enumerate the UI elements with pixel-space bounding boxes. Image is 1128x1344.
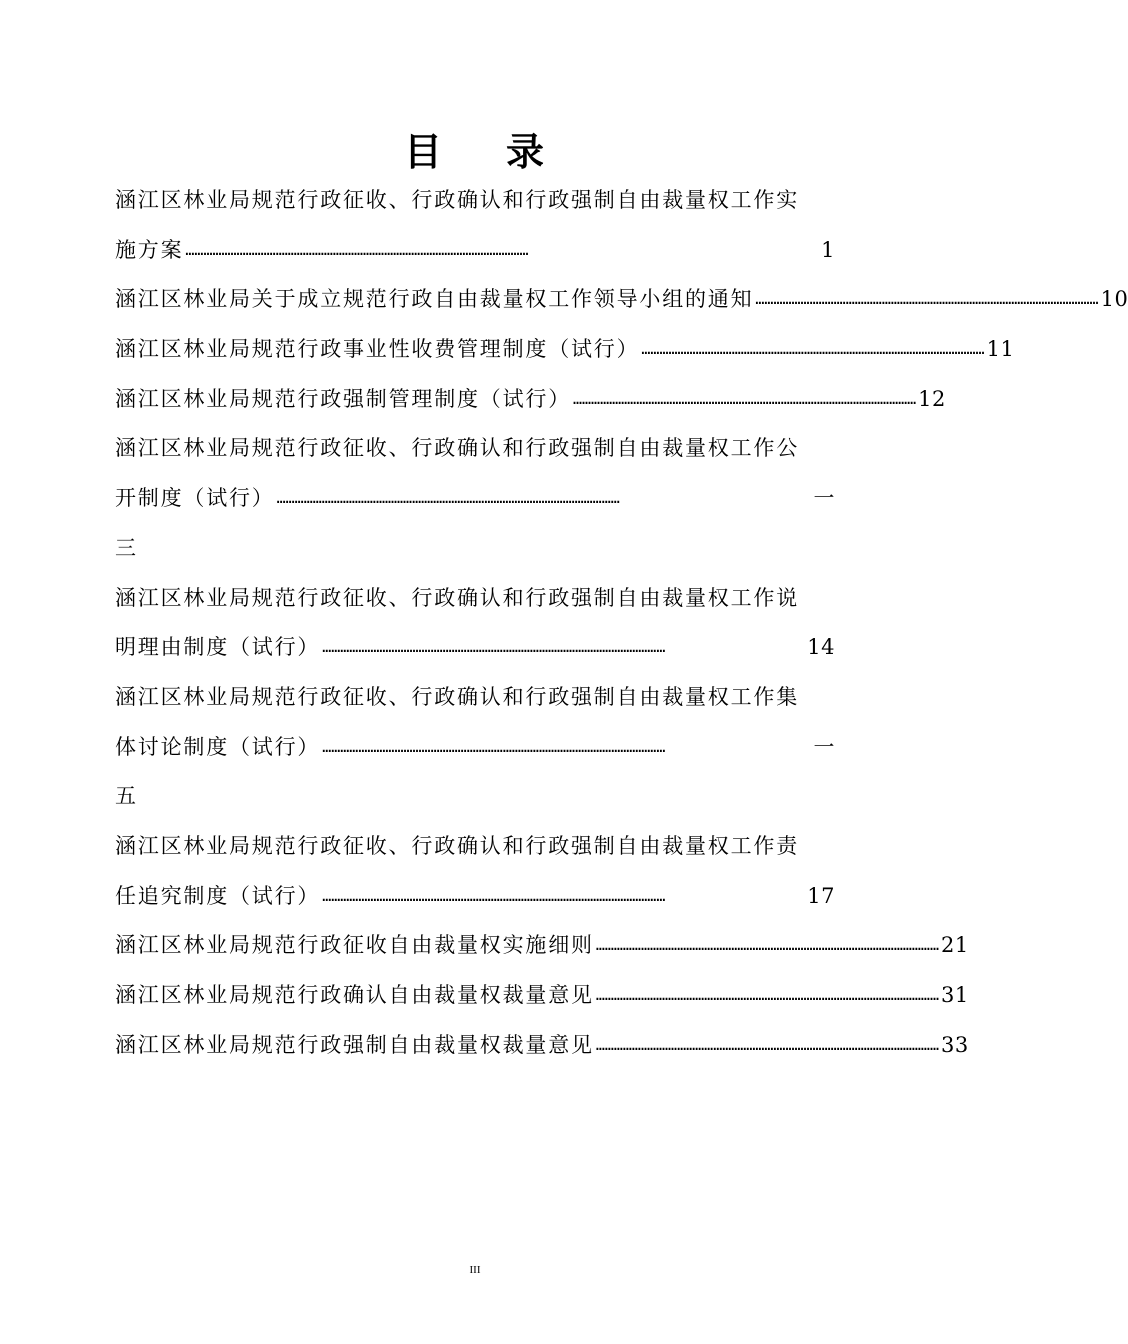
toc-entry-text: 明理由制度（试行）	[115, 635, 321, 660]
toc-entry-text: 涵江区林业局规范行政征收、行政确认和行政强制自由裁量权工作实	[115, 188, 799, 212]
toc-entry-last-line	[115, 474, 835, 524]
toc-title-part2: 录	[506, 129, 547, 174]
toc-page-number: 33	[940, 1032, 969, 1057]
toc-entry-text: 体讨论制度（试行）	[115, 734, 321, 759]
toc-leader-dots: ……………………………………………………………………………………………………	[641, 340, 985, 359]
toc-entry-text: 涵江区林业局规范行政征收、行政确认和行政强制自由裁量权工作集	[115, 684, 799, 709]
toc-entry	[115, 325, 1015, 375]
toc-leader-dots: ……………………………………………………………………………………………………	[322, 737, 666, 756]
toc-page-number-overflow-line	[115, 524, 835, 574]
toc-leader-dots: ……………………………………………………………………………………………………	[595, 936, 939, 955]
toc-page-number-overflow: 三	[115, 535, 138, 560]
toc-page-number: 一	[813, 486, 835, 511]
toc-page-number-overflow-line	[115, 772, 835, 822]
toc-page-number: 21	[940, 933, 969, 958]
toc-entry-text-line	[115, 424, 835, 474]
toc-page-number: 17	[807, 883, 835, 908]
toc-entry-last-line	[115, 723, 835, 773]
toc-entry	[115, 574, 835, 673]
toc-entry	[115, 1021, 969, 1071]
toc-entry-last-line	[115, 872, 835, 922]
toc-entry-last-line	[115, 921, 969, 971]
toc-title	[0, 122, 950, 182]
toc-entry-text-line	[115, 176, 835, 226]
toc-entry-text-line	[115, 822, 835, 872]
toc-entry-text: 涵江区林业局规范行政征收、行政确认和行政强制自由裁量权工作责	[115, 833, 799, 858]
toc-entry	[115, 275, 1128, 325]
toc-entry-last-line	[115, 226, 835, 276]
toc-entry-text: 涵江区林业局规范行政事业性收费管理制度（试行）	[115, 337, 640, 362]
toc-entry	[115, 375, 946, 425]
toc-entry-text: 涵江区林业局关于成立规范行政自由裁量权工作领导小组的通知	[115, 287, 754, 312]
toc-list	[115, 176, 1128, 1070]
toc-entry-text: 涵江区林业局规范行政强制管理制度（试行）	[115, 386, 571, 411]
toc-leader-dots: ……………………………………………………………………………………………………	[322, 638, 666, 657]
toc-entry	[115, 424, 835, 573]
toc-entry	[115, 822, 835, 921]
toc-entry-text: 涵江区林业局规范行政征收、行政确认和行政强制自由裁量权工作说	[115, 585, 799, 610]
toc-entry-text: 涵江区林业局规范行政征收自由裁量权实施细则	[115, 933, 594, 958]
toc-page-number: 一	[813, 734, 835, 759]
toc-entry	[115, 921, 969, 971]
page-number: III	[469, 1264, 481, 1276]
toc-leader-dots: ……………………………………………………………………………………………………	[573, 389, 917, 408]
toc-entry-last-line	[115, 375, 946, 425]
toc-leader-dots: ……………………………………………………………………………………………………	[595, 1035, 939, 1054]
toc-leader-dots: ……………………………………………………………………………………………………	[595, 986, 939, 1004]
toc-entry-last-line	[115, 623, 835, 673]
toc-entry-text: 涵江区林业局规范行政确认自由裁量权裁量意见	[115, 983, 594, 1007]
toc-leader-dots: ……………………………………………………………………………………………………	[185, 240, 529, 259]
toc-leader-dots: ……………………………………………………………………………………………………	[276, 489, 620, 508]
toc-entry-text: 涵江区林业局规范行政强制自由裁量权裁量意见	[115, 1032, 594, 1057]
toc-entry-last-line	[115, 325, 1015, 375]
toc-page-number: 12	[918, 386, 946, 411]
toc-page-number: 11	[986, 337, 1015, 362]
toc-leader-dots: ……………………………………………………………………………………………………	[755, 290, 1099, 309]
toc-entry-text: 涵江区林业局规范行政征收、行政确认和行政强制自由裁量权工作公	[115, 436, 799, 461]
toc-entry-last-line	[115, 275, 1128, 325]
toc-page-number: 10	[1100, 287, 1128, 312]
toc-entry	[115, 971, 969, 1021]
toc-page-number: 31	[940, 983, 969, 1007]
toc-entry	[115, 673, 835, 822]
toc-entry-last-line	[115, 1021, 969, 1071]
toc-entry-text: 任追究制度（试行）	[115, 883, 321, 908]
toc-entry-last-line	[115, 971, 969, 1021]
toc-entry	[115, 176, 835, 275]
toc-leader-dots: ……………………………………………………………………………………………………	[322, 886, 666, 905]
toc-entry-text: 开制度（试行）	[115, 486, 275, 511]
toc-entry-text-line	[115, 673, 835, 723]
toc-page-number: 1	[821, 237, 835, 262]
toc-page-number-overflow: 五	[115, 784, 138, 809]
toc-entry-text: 施方案	[115, 237, 184, 262]
toc-title-part1: 目	[403, 129, 444, 174]
toc-page-number: 14	[807, 635, 835, 660]
toc-entry-text-line	[115, 574, 835, 624]
